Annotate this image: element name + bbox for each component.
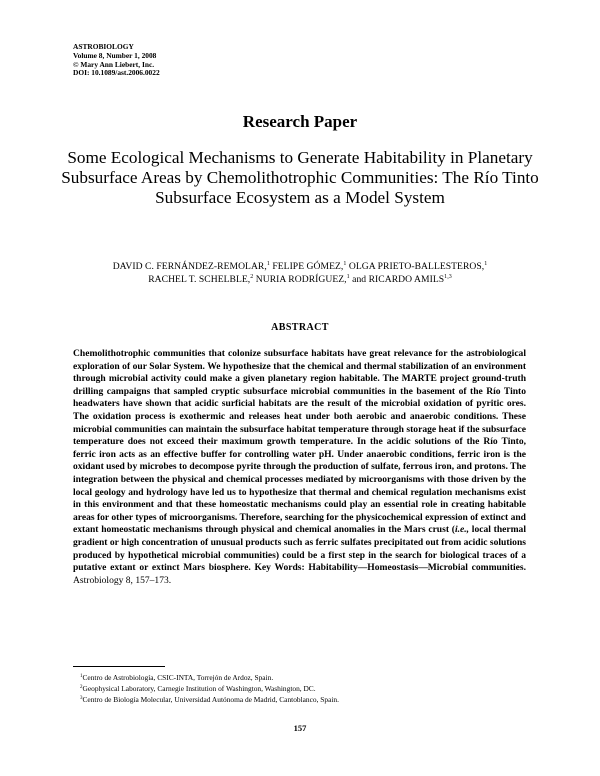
author: OLGA PRIETO-BALLESTEROS, bbox=[348, 261, 485, 272]
footnote-mark: 3 bbox=[80, 696, 83, 702]
journal-name: ASTROBIOLOGY bbox=[73, 42, 134, 51]
footnote bbox=[80, 683, 339, 694]
author-affiliation-mark: 2 bbox=[250, 274, 254, 280]
abstract-heading: ABSTRACT bbox=[271, 322, 329, 333]
journal-volume: Volume 8, Number 1, 2008 bbox=[73, 50, 157, 60]
author-affiliation-mark: 1 bbox=[346, 274, 350, 280]
affiliation-footnotes bbox=[80, 672, 339, 706]
abstract-italic-text: i.e., bbox=[454, 524, 470, 536]
paper-title: Some Ecological Mechanisms to Generate Habitability in Planetary Subsurface Areas by Chemolithotrophic Communities: The Río Tinto Subsurface Ecosystem as a Model System bbox=[61, 148, 539, 207]
author-affiliation-mark: 1,3 bbox=[444, 274, 452, 280]
author-affiliation-mark: 1 bbox=[266, 261, 270, 267]
author: FELIPE GÓMEZ, bbox=[272, 261, 344, 272]
abstract-text-continued: local thermal gradient or high concentration of unusual products such as ferric sulfates precipitated out from acidic solutions produced by hypothetical microbial communities) could be a first step in the search for biological traces of a putative extant or extinct Mars biosphere. Key Words: Habitability—Homeostasis—Microbial communities. bbox=[73, 524, 526, 574]
author: DAVID C. FERNÁNDEZ-REMOLAR, bbox=[112, 261, 267, 272]
journal-info bbox=[73, 43, 160, 78]
section-label: Research Paper bbox=[242, 112, 358, 131]
author: NURIA RODRÍGUEZ, bbox=[255, 274, 347, 285]
abstract-text: Chemolithotrophic communities that colonize subsurface habitats have great relevance for the astrobiological exploration of our Solar System. We hypothesize that the chemical and thermal stabilization of an environment through microbial activity could make a given planetary region habitable. The MARTE project ground-truth drilling campaigns that sampled cryptic subsurface microbial communities in the basement of the Río Tinto headwaters have shown that acidic surficial habitats are the result of the microbial oxidation of pyritic ores. The oxidation process is exothermic and releases heat under both aerobic and anaerobic conditions. These microbial communities can maintain the subsurface habitat temperature through storage heat if the subsurface temperature does not exceed their maximum growth temperature. In the acidic solutions of the Río Tinto, ferric iron acts as an effective buffer for controlling water pH. Under anaerobic conditions, ferric iron is the oxidant used by microbes to decompose pyrite through the production of sulfate, ferrous iron, and protons. The integration between the physical and chemical processes mediated by microorganisms with those driven by the local geology and hydrology have led us to hypothesize that thermal and chemical regulation mechanisms exist in this environment and that these homeostatic mechanisms could play an essential role in creating habitable areas for other types of microorganisms. Therefore, searching for the physicochemical expression of extinct and extant homeostatic mechanisms through physical and chemical anomalies in the Mars crust ( bbox=[73, 348, 526, 536]
page-number: 157 bbox=[293, 723, 307, 733]
author-list bbox=[60, 260, 540, 286]
footnote-text: Geophysical Laboratory, Carnegie Institution of Washington, Washington, DC. bbox=[82, 684, 316, 694]
author: RACHEL T. SCHELBLE, bbox=[148, 274, 251, 285]
author-affiliation-mark: 1 bbox=[484, 261, 488, 267]
journal-copyright: © Mary Ann Liebert, Inc. bbox=[73, 59, 155, 69]
author-affiliation-mark: 1 bbox=[343, 261, 347, 267]
footnote-text: Centro de Astrobiología, CSIC-INTA, Torrejón de Ardoz, Spain. bbox=[82, 673, 274, 682]
footnote-divider bbox=[73, 666, 165, 667]
footnote bbox=[80, 672, 339, 683]
footnote-mark: 1 bbox=[80, 674, 83, 679]
journal-doi: DOI: 10.1089/ast.2006.0022 bbox=[73, 68, 160, 78]
footnote-text: Centro de Biología Molecular, Universidad Autónoma de Madrid, Cantoblanco, Spain. bbox=[82, 695, 339, 705]
author: and RICARDO AMILS bbox=[352, 274, 445, 285]
abstract-citation: Astrobiology 8, 157–173. bbox=[73, 574, 172, 586]
footnote bbox=[80, 694, 339, 705]
abstract-body bbox=[73, 348, 526, 587]
footnote-mark: 2 bbox=[80, 685, 83, 691]
